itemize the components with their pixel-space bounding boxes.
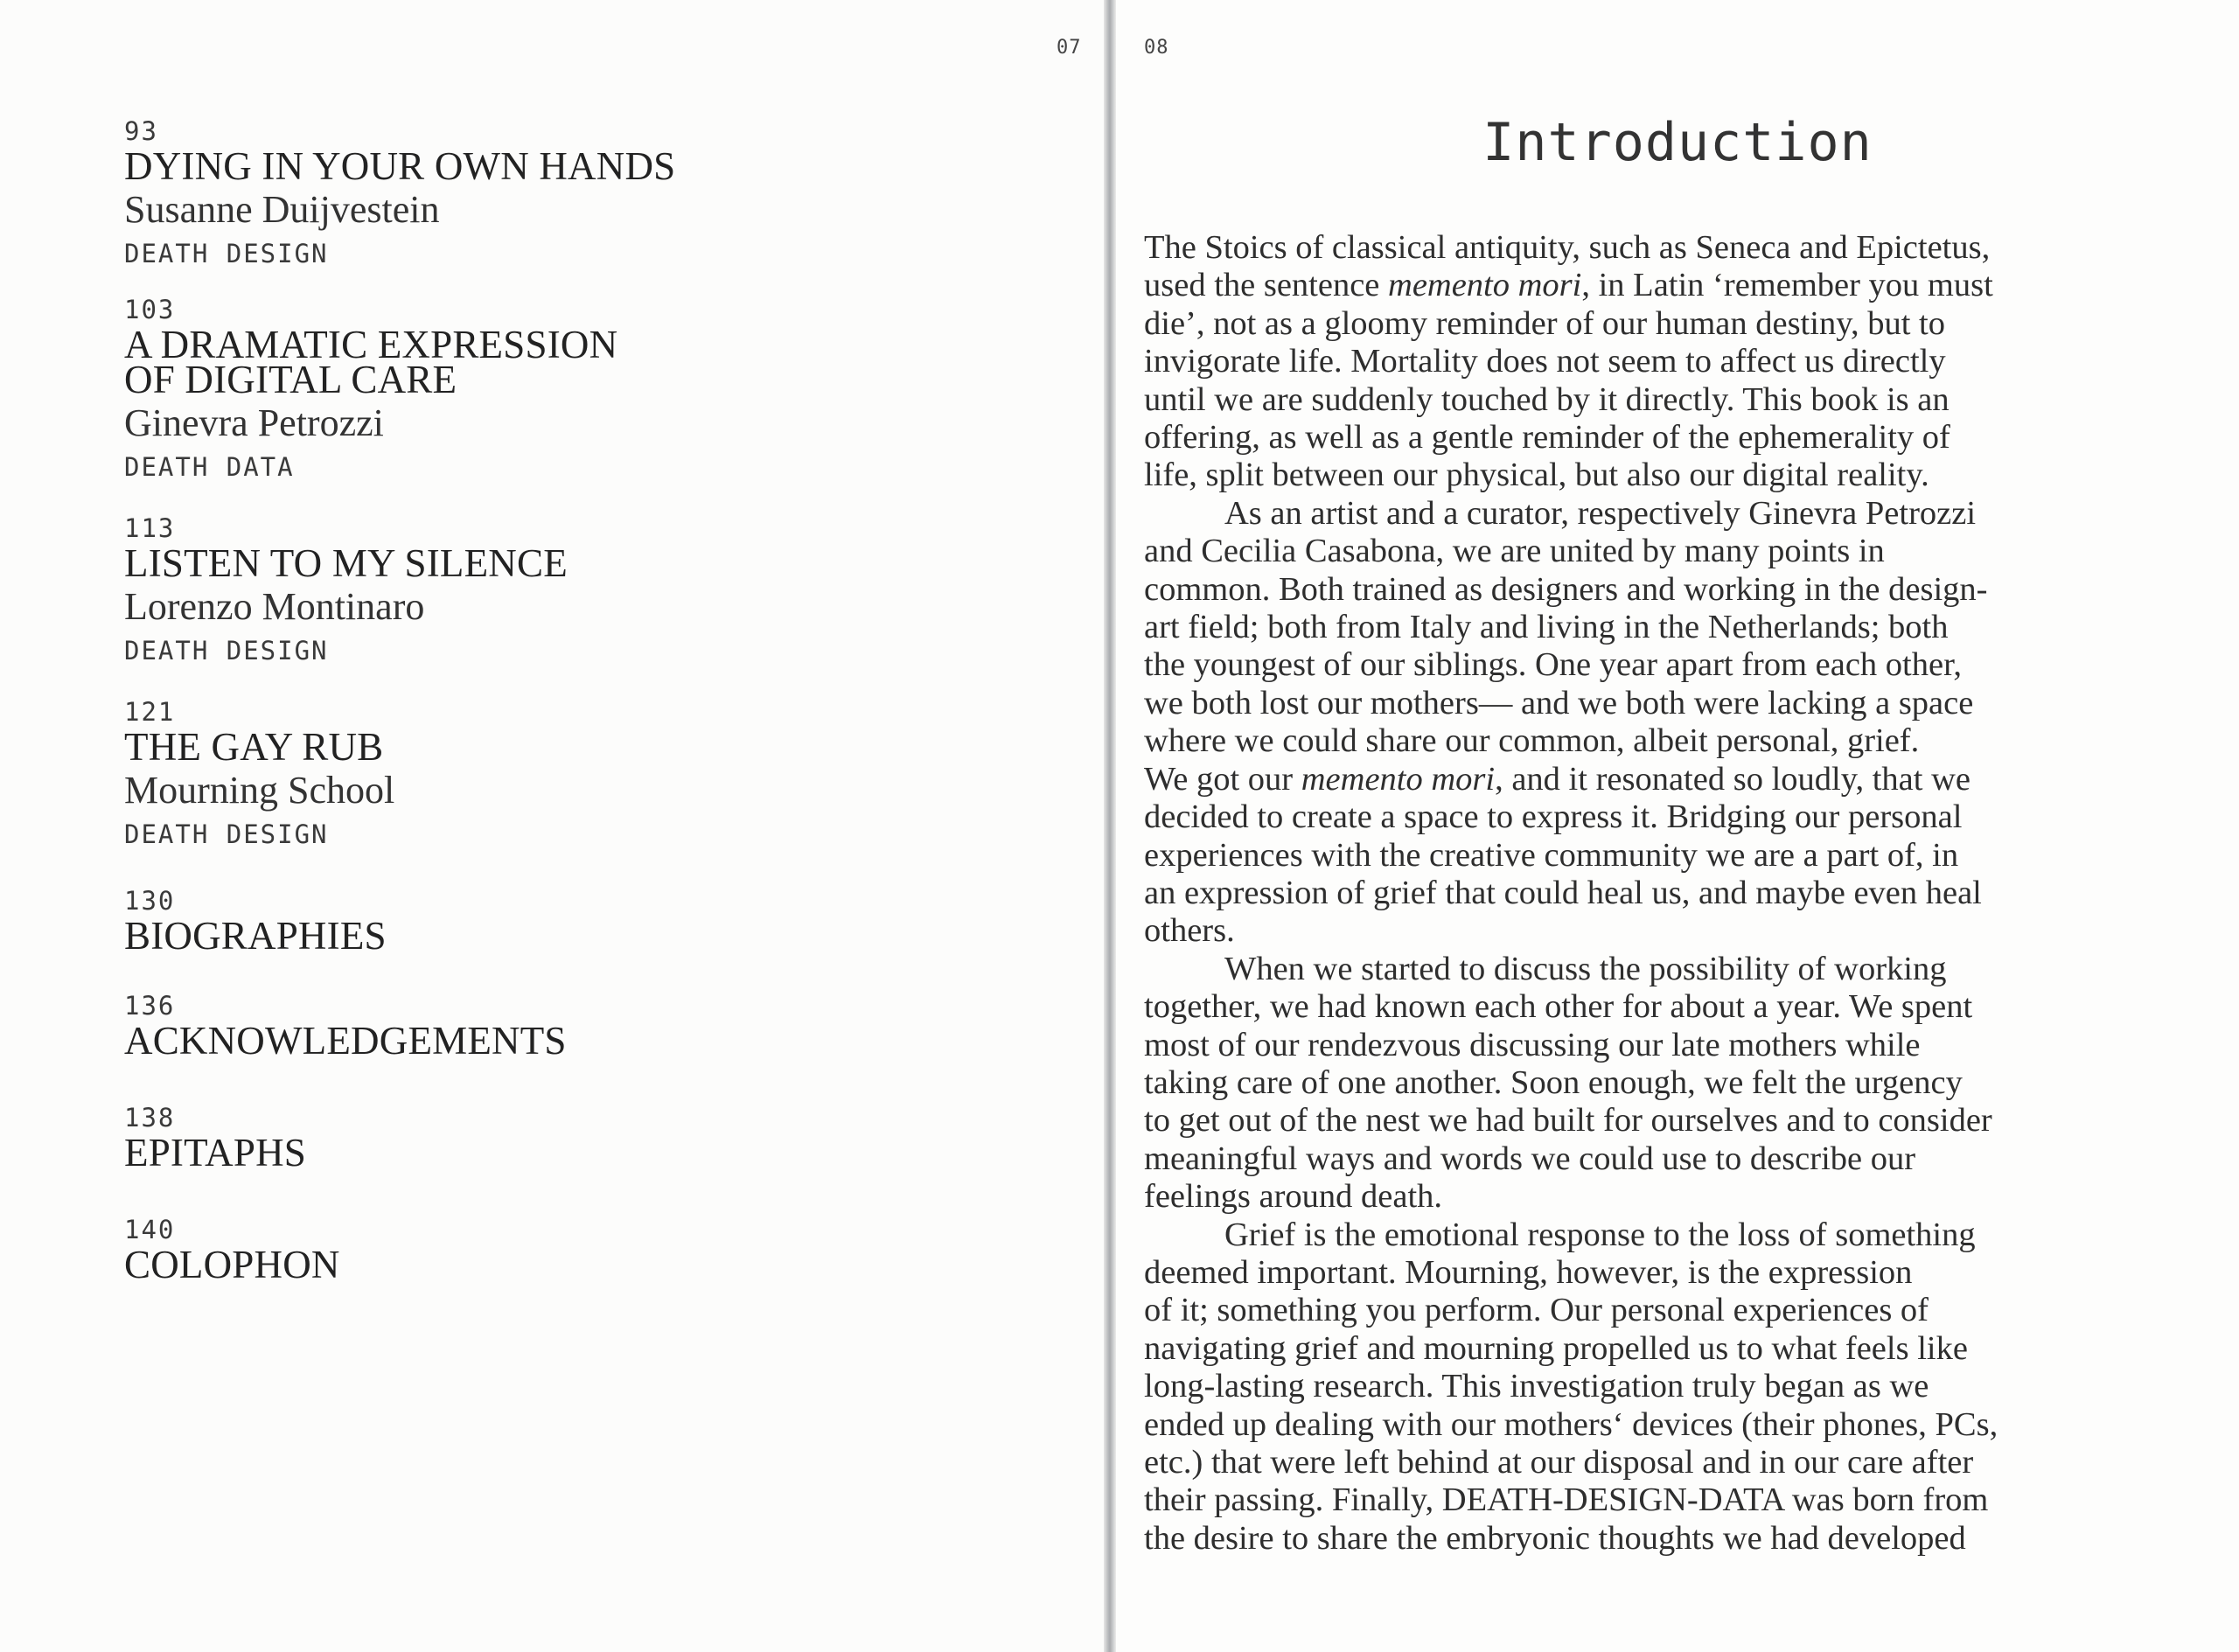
toc-page-number: 130 <box>124 886 176 916</box>
text-line: As an artist and a curator, respectively Ginevra Petrozzi <box>1224 494 1977 532</box>
page-number-left: 07 <box>1057 37 1082 59</box>
text-line: experiences with the creative community we are a part of, in <box>1144 836 1959 874</box>
text-line: long-lasting research. This investigation truly began as we <box>1144 1368 1929 1405</box>
toc-page-number: 140 <box>124 1215 176 1244</box>
toc-title: ACKNOWLEDGEMENTS <box>124 1019 567 1063</box>
text-line: decided to create a space to express it. Bridging our personal <box>1144 798 1963 836</box>
text-line: Grief is the emotional response to the loss of something <box>1224 1216 1976 1253</box>
text-line: their passing. Finally, DEATH-DESIGN-DATA was born from <box>1144 1481 1989 1519</box>
toc-author: Susanne Duijvestein <box>124 188 440 231</box>
toc-category: DEATH DATA <box>124 452 295 482</box>
toc-title: OF DIGITAL CARE <box>124 358 457 401</box>
text-line: until we are suddenly touched by it directly. This book is an <box>1144 380 1950 418</box>
book-gutter <box>1104 0 1116 1652</box>
text-line: together, we had known each other for about a year. We spent <box>1144 988 1973 1026</box>
text-line: The Stoics of classical antiquity, such as Seneca and Epictetus, <box>1144 229 1991 266</box>
toc-entry <box>124 114 999 273</box>
left-page <box>0 0 1104 1652</box>
toc-category: DEATH DESIGN <box>124 819 329 849</box>
text-line: life, split between our physical, but also our digital reality. <box>1144 457 1929 494</box>
toc-author: Lorenzo Montinaro <box>124 585 425 628</box>
text-line: and Cecilia Casabona, we are united by many points in <box>1144 533 1885 570</box>
text-line: deemed important. Mourning, however, is the expression <box>1144 1253 1913 1291</box>
text-line: feelings around death. <box>1144 1178 1443 1216</box>
toc-page-number: 121 <box>124 697 176 727</box>
toc-author: Ginevra Petrozzi <box>124 401 384 444</box>
text-line: of it; something you perform. Our personal experiences of <box>1144 1292 1929 1329</box>
toc-page-number: 93 <box>124 116 158 146</box>
toc-page-number: 103 <box>124 295 176 324</box>
toc-title: THE GAY RUB <box>124 725 384 769</box>
italic-phrase: memento mori <box>1388 267 1582 304</box>
table-of-contents <box>124 114 999 1286</box>
text-line: most of our rendezvous discussing our late mothers while <box>1144 1026 1921 1063</box>
section-heading: Introduction <box>1482 112 1873 173</box>
toc-title: DYING IN YOUR OWN HANDS <box>124 144 676 188</box>
text-line: art field; both from Italy and living in the Netherlands; both <box>1144 609 1949 646</box>
toc-page-number: 113 <box>124 513 176 543</box>
introduction-text <box>1144 229 2176 1558</box>
toc-title: COLOPHON <box>124 1243 340 1286</box>
toc-entry <box>124 1212 999 1286</box>
text-line: When we started to discuss the possibility of working <box>1224 950 1947 987</box>
toc-entry <box>124 988 999 1063</box>
right-page <box>1116 0 2239 1652</box>
text-line: where we could share our common, albeit personal, grief. <box>1144 722 1920 760</box>
toc-author: Mourning School <box>124 769 395 812</box>
toc-category: DEATH DESIGN <box>124 636 329 666</box>
toc-entry <box>124 694 999 854</box>
toc-page-number: 136 <box>124 991 176 1021</box>
toc-page-number: 138 <box>124 1103 176 1133</box>
text-line: ended up dealing with our mothers‘ devices (their phones, PCs, <box>1144 1405 1998 1443</box>
text-line: the desire to share the embryonic thoughts we had developed <box>1144 1519 1966 1557</box>
text-line: others. <box>1144 912 1235 950</box>
text-line: to get out of the nest we had built for ourselves and to consider <box>1144 1102 1992 1140</box>
text-line: an expression of grief that could heal us, and maybe even heal <box>1144 874 1982 911</box>
text-line: common. Both trained as designers and working in the design- <box>1144 570 1988 608</box>
text-line: offering, as well as a gentle reminder of the ephemerality of <box>1144 419 1950 457</box>
toc-entry <box>124 511 999 670</box>
text-line: used the sentence memento mori, in Latin ‘remember you must <box>1144 267 1993 304</box>
toc-title: BIOGRAPHIES <box>124 914 387 958</box>
text-line: invigorate life. Mortality does not seem to affect us directly <box>1144 343 1946 380</box>
text-line: the youngest of our siblings. One year apart from each other, <box>1144 646 1962 684</box>
toc-entry <box>124 883 999 958</box>
text-line: We got our memento mori, and it resonated so loudly, that we <box>1144 760 1970 798</box>
text-line: die’, not as a gloomy reminder of our human destiny, but to <box>1144 304 1945 342</box>
page-number-right: 08 <box>1144 37 1169 59</box>
italic-phrase: memento mori <box>1301 760 1496 798</box>
text-line: we both lost our mothers— and we both were lacking a space <box>1144 684 1974 721</box>
text-line: navigating grief and mourning propelled us to what feels like <box>1144 1329 1968 1367</box>
text-line: meaningful ways and words we could use to describe our <box>1144 1140 1916 1177</box>
toc-category: DEATH DESIGN <box>124 239 329 268</box>
toc-entry <box>124 292 999 486</box>
text-line: etc.) that were left behind at our disposal and in our care after <box>1144 1444 1974 1481</box>
toc-title: EPITAPHS <box>124 1131 307 1175</box>
toc-entry <box>124 1100 999 1175</box>
text-line: taking care of one another. Soon enough, we felt the urgency <box>1144 1063 1963 1101</box>
toc-title: A DRAMATIC EXPRESSION <box>124 323 618 366</box>
toc-title: LISTEN TO MY SILENCE <box>124 541 568 585</box>
